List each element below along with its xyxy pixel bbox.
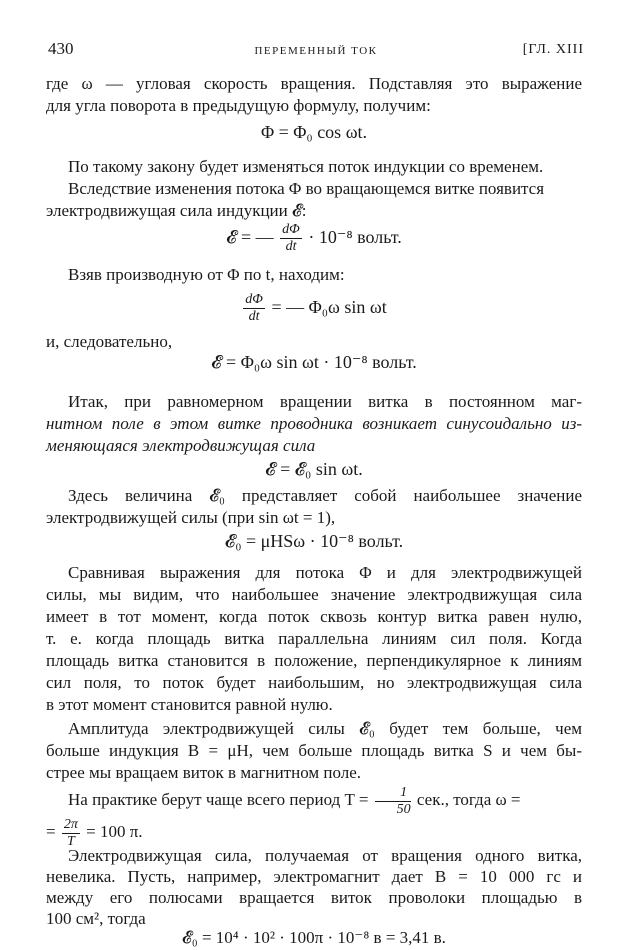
equation: 𝓔₀ = μHSω · 10⁻⁸ вольт.	[224, 531, 404, 551]
text-line: больше индукция B = μH, чем больше площадь витка S и чем бы-	[46, 741, 582, 760]
text-line: для угла поворота в предыдущую формулу, получим:	[46, 96, 431, 115]
equation: 𝓔 = Φ₀ω sin ωt · 10⁻⁸ вольт.	[211, 352, 417, 372]
fraction	[280, 222, 302, 255]
text-line: нитном поле в этом витке проводника возникает синусоидально из-	[46, 414, 582, 433]
text-line: где ω — угловая скорость вращения. Подставляя это выражение	[46, 74, 582, 93]
fraction-numerator: dΦ	[282, 222, 300, 238]
text-line: 100 см², тогда	[46, 909, 146, 928]
fraction-numerator: 1	[375, 785, 411, 802]
text-line: и, следовательно,	[46, 332, 173, 351]
fraction	[375, 785, 411, 818]
text-line: электродвижущей силы (при sin ωt = 1),	[46, 508, 336, 527]
text-part: На практике берут чаще всего период T =	[68, 790, 369, 809]
equation: Φ = Φ₀ cos ωt.	[260, 122, 368, 142]
text-line: Взяв производную от Φ по t, находим:	[68, 265, 345, 284]
text-line: между его полюсами вращается виток проволоки площадью в	[46, 888, 582, 907]
text-line: в этот момент становится равной нулю.	[46, 695, 333, 714]
page-number: 430	[48, 39, 74, 58]
text-part: = 100 π.	[86, 822, 143, 841]
text-line: Электродвижущая сила, получаемая от вращения одного витка,	[68, 846, 582, 865]
equation: 𝓔₀ = 10⁴ · 10² · 100π · 10⁻⁸ в = 3,41 в.	[182, 928, 446, 947]
eq-part: 𝓔 = —	[226, 227, 274, 247]
text-line: сил поля, то поток будет наибольшим, но электродвижущая сила	[46, 673, 582, 692]
fraction	[243, 292, 265, 325]
text-line: Здесь величина 𝓔₀ представляет собой наибольшее значение	[68, 486, 582, 505]
text-line: меняющаяся электродвижущая сила	[46, 436, 316, 455]
fraction-denominator: T	[66, 833, 75, 849]
eq-part: · 10⁻⁸ вольт.	[308, 227, 402, 247]
equation	[46, 290, 582, 325]
running-title: ПЕРЕМЕННЫЙ ТОК	[254, 45, 378, 57]
text-line	[46, 783, 582, 818]
text-line: электродвижущая сила индукции 𝓔:	[46, 201, 307, 220]
text-part: =	[46, 822, 56, 841]
fraction-numerator: 2π	[63, 816, 78, 832]
text-line: По такому закону будет изменяться поток индукции со временем.	[68, 157, 544, 176]
fraction-denominator: dt	[248, 309, 260, 325]
text-line: стрее мы вращаем виток в магнитном поле.	[46, 763, 362, 782]
text-line: Амплитуда электродвижущей силы 𝓔₀ будет тем больше, чем	[68, 719, 582, 738]
fraction-numerator: dΦ	[245, 292, 263, 308]
text-line: Сравнивая выражения для потока Φ и для электродвижущей	[68, 563, 582, 582]
text-line: невелика. Пусть, например, электромагнит дает B = 10 000 гс и	[46, 867, 582, 886]
text-line: Вследствие изменения потока Φ во вращающемся витке появится	[68, 179, 545, 198]
text-line: т. е. когда площадь витка параллельна линиям сил поля. Когда	[46, 629, 582, 648]
chapter-label: [ГЛ. XIII	[522, 42, 584, 57]
text-line: площадь витка становится в положение, перпендикулярное к линиям	[46, 651, 582, 670]
page-header	[48, 38, 584, 60]
text-line: силы, мы видим, что наибольшее значение электродвижущая сила	[46, 585, 582, 604]
text-line: имеет в тот момент, когда поток сквозь контур витка равен нулю,	[46, 607, 582, 626]
fraction-denominator: dt	[285, 239, 297, 255]
fraction-denominator: 50	[396, 801, 411, 817]
text-part: сек., тогда ω =	[416, 790, 521, 809]
eq-part: = — Φ₀ω sin ωt	[271, 297, 387, 317]
equation: 𝓔 = 𝓔₀ sin ωt.	[265, 459, 363, 479]
text-line: Итак, при равномерном вращении витка в постоянном маг-	[68, 392, 582, 411]
equation	[46, 220, 582, 255]
